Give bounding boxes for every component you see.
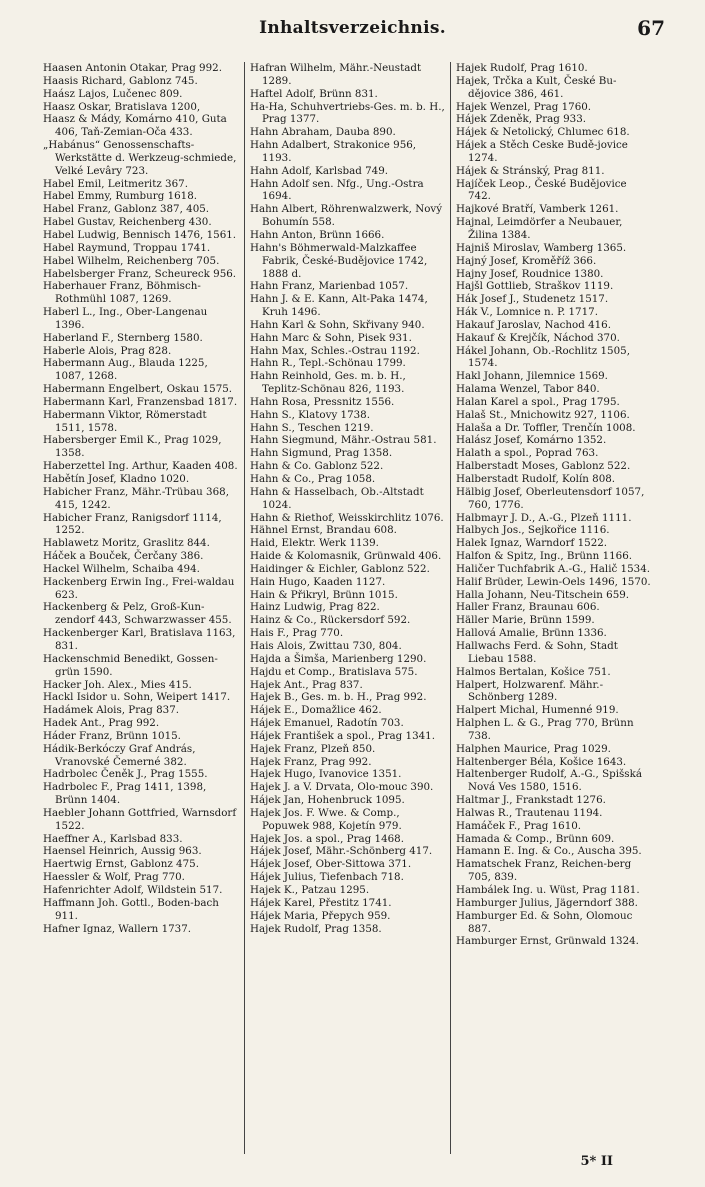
index-entry: Hackel Wilhelm, Schaiba 494. bbox=[43, 562, 200, 575]
index-entry: Halphen L. & G., Prag 770, Brünn 738. bbox=[456, 717, 634, 742]
index-entry: Halaša a Dr. Toffler, Trenčín 1008. bbox=[456, 421, 636, 434]
index-entry: Hallwachs Ferd. & Sohn, Stadt Liebau 1588. bbox=[456, 639, 618, 665]
index-entry: Hájek Karel, Přestitz 1741. bbox=[250, 896, 392, 909]
index-entry: Halath a spol., Poprad 763. bbox=[456, 447, 599, 460]
index-entry: Halphen Maurice, Prag 1029. bbox=[456, 742, 611, 755]
index-entry: Habel Emil, Leitmeritz 367. bbox=[43, 177, 188, 190]
index-entry: Hahn & Co. Gablonz 522. bbox=[250, 460, 384, 473]
index-entry: Hákel Johann, Ob.-Rochlitz 1505, 1574. bbox=[456, 344, 630, 370]
index-entry: Hahn R., Tepl.-Schönau 1799. bbox=[250, 357, 406, 370]
index-entry: Hájek Zdeněk, Prag 933. bbox=[456, 113, 587, 126]
index-entry: Hadek Ant., Prag 992. bbox=[43, 717, 160, 730]
index-entry: Habersberger Emil K., Prag 1029, 1358. bbox=[43, 434, 222, 460]
index-entry: Haberland F., Sternberg 1580. bbox=[43, 331, 203, 344]
index-entry: Hahn Reinhold, Ges. m. b. H., Teplitz-Schönau 826, 1193. bbox=[250, 370, 406, 396]
index-entry: Hahn's Böhmerwald-Malzkaffee Fabrik, České-Budějovice 1742, 1888 d. bbox=[250, 241, 428, 280]
index-entry: Halberstadt Moses, Gablonz 522. bbox=[456, 460, 631, 473]
printer-signature: 5* II bbox=[580, 1154, 613, 1169]
index-entry: Haebler Johann Gottfried, Warnsdorf 1522. bbox=[43, 806, 237, 832]
index-entry: Hajek Hugo, Ivanovice 1351. bbox=[250, 768, 402, 781]
index-entry: Hadrbolec Čeněk J., Prag 1555. bbox=[43, 768, 208, 781]
index-entry: Halpert, Holzwarenf. Mähr.-Schönberg 1289. bbox=[456, 678, 604, 704]
index-entry: Hain Hugo, Kaaden 1127. bbox=[250, 575, 386, 588]
index-entry: Hajek J. a V. Drvata, Olo-mouc 390. bbox=[250, 781, 434, 794]
index-entry: Hahn Sigmund, Prag 1358. bbox=[250, 447, 393, 460]
index-entry: Háček a Bouček, Čerčany 386. bbox=[43, 550, 204, 563]
index-entry: Hajny Josef, Roudnice 1380. bbox=[456, 267, 604, 280]
index-entry: Hahn Adolf, Karlsbad 749. bbox=[250, 164, 389, 177]
index-entry: Haertwig Ernst, Gablonz 475. bbox=[43, 858, 199, 871]
index-entry: Hadrbolec F., Prag 1411, 1398, Brünn 1404. bbox=[43, 781, 207, 807]
index-entry: Hahn Albert, Röhrenwalzwerk, Nový Bohumín 558. bbox=[250, 203, 443, 229]
index-entry: Habermann Aug., Blauda 1225, 1087, 1268. bbox=[43, 357, 208, 383]
index-entry: Hajkové Bratří, Vamberk 1261. bbox=[456, 203, 619, 216]
index-entry: Hajek B., Ges. m. b. H., Prag 992. bbox=[250, 691, 427, 704]
index-entry: Hádik-Berkóczy Graf András, Vranovské Čemerné 382. bbox=[43, 742, 196, 768]
index-entry: Hájek Josef, Ober-Sittowa 371. bbox=[250, 858, 412, 871]
index-entry: Hájek & Netolický, Chlumec 618. bbox=[456, 126, 630, 139]
index-entry: Haide & Kolomasnik, Grünwald 406. bbox=[250, 550, 442, 563]
index-entry: Hajek Jos. a spol., Prag 1468. bbox=[250, 832, 405, 845]
index-entry: „Habánus“ Genossenschafts-Werkstätte d. Werkzeug-schmiede, Velké Levâry 723. bbox=[43, 139, 237, 177]
index-entry: Hajíček Leop., České Budějovice 742. bbox=[456, 177, 627, 203]
index-entry: Hahn Adolf sen. Nfg., Ung.-Ostra 1694. bbox=[250, 177, 424, 203]
index-entry: Hackl Isidor u. Sohn, Weipert 1417. bbox=[43, 691, 231, 704]
index-entry: Haberl L., Ing., Ober-Langenau 1396. bbox=[43, 306, 208, 331]
index-entry: Hák Josef J., Studenetz 1517. bbox=[456, 293, 609, 306]
index-entry: Hallová Amalie, Brünn 1336. bbox=[456, 627, 607, 640]
index-entry: Hajda a Šimša, Marienberg 1290. bbox=[250, 652, 427, 665]
index-entry: Habermann Karl, Franzensbad 1817. bbox=[43, 395, 238, 408]
index-entry: Haid, Elektr. Werk 1139. bbox=[250, 537, 379, 550]
index-entry: Habelsberger Franz, Scheureck 956. bbox=[43, 267, 237, 280]
index-entry: Hafner Ignaz, Wallern 1737. bbox=[43, 922, 192, 935]
index-entry: Hahn & Riethof, Weisskirchlitz 1076. bbox=[250, 511, 444, 524]
index-entry: Hamburger Ed. & Sohn, Olomouc 887. bbox=[456, 909, 633, 935]
index-entry: Haász Lajos, Lučenec 809. bbox=[43, 87, 183, 100]
index-entry: Hamburger Ernst, Grünwald 1324. bbox=[456, 935, 639, 948]
index-entry: Hajek Franz, Plzeň 850. bbox=[250, 742, 376, 755]
index-entry: Haberhauer Franz, Böhmisch-Rothmühl 1087, 1269. bbox=[43, 280, 201, 306]
index-entry: Hablawetz Moritz, Graslitz 844. bbox=[43, 537, 210, 550]
index-entry: Hafran Wilhelm, Mähr.-Neustadt 1289. bbox=[250, 62, 422, 87]
index-entry: Halfon & Spitz, Ing., Brünn 1166. bbox=[456, 550, 633, 563]
index-entry: Haffmann Joh. Gottl., Boden-bach 911. bbox=[43, 896, 219, 922]
index-entry: Haidinger & Eichler, Gablonz 522. bbox=[250, 562, 430, 575]
index-entry: Haltmar J., Frankstadt 1276. bbox=[456, 794, 606, 807]
index-entry: Hahn Rosa, Pressnitz 1556. bbox=[250, 395, 395, 408]
index-entry: Hambálek Ing. u. Wüst, Prag 1181. bbox=[456, 884, 640, 896]
index-entry: Hakl Johann, Jilemnice 1569. bbox=[456, 370, 608, 383]
index-entry: Hájek & Stránský, Prag 811. bbox=[456, 164, 605, 177]
index-entry: Hájek E., Domažlice 462. bbox=[250, 704, 382, 717]
index-entry: Habicher Franz, Mähr.-Trübau 368, 415, 1242. bbox=[43, 485, 229, 511]
index-entry: Haltenberger Rudolf, A.-G., Spišská Nová Ves 1580, 1516. bbox=[456, 768, 642, 794]
index-column-3 bbox=[450, 62, 656, 1154]
index-entry: Haasen Antonin Otakar, Prag 992. bbox=[43, 62, 222, 74]
index-entry: Hahn Marc & Sohn, Pisek 931. bbox=[250, 331, 412, 344]
page-title: Inhaltsverzeichnis. bbox=[259, 18, 446, 38]
index-entry: Hain & Přikryl, Brünn 1015. bbox=[250, 588, 398, 601]
index-entry: Hahn S., Teschen 1219. bbox=[250, 421, 374, 434]
index-entry: Habel Ludwig, Bennisch 1476, 1561. bbox=[43, 228, 237, 241]
index-entry: Hahn J. & E. Kann, Alt-Paka 1474, Kruh 1496. bbox=[250, 293, 428, 319]
index-entry: Hajnal, Leimdörfer a Neubauer, Žilina 1384. bbox=[456, 216, 623, 241]
index-entry: Haessler & Wolf, Prag 770. bbox=[43, 871, 185, 884]
index-entry: Halász Josef, Komárno 1352. bbox=[456, 434, 607, 447]
index-entry: Hajek Jos. F. Wwe. & Comp., Popuwek 988, Kojetín 979. bbox=[250, 806, 402, 832]
index-column-1 bbox=[38, 62, 244, 1154]
index-entry: Haberzettel Ing. Arthur, Kaaden 408. bbox=[43, 460, 238, 473]
index-entry: Hahn Karl & Sohn, Skřivany 940. bbox=[250, 318, 425, 331]
index-entry: Hajný Josef, Kroměříž 366. bbox=[456, 254, 597, 267]
index-entry: Hájek a Stěch Ceske Budě-jovice 1274. bbox=[456, 139, 628, 164]
index-entry: Hackenberg Erwin Ing., Frei-waldau 623. bbox=[43, 575, 235, 601]
index-entry: Habermann Engelbert, Oskau 1575. bbox=[43, 383, 233, 396]
index-entry: Hahn Anton, Brünn 1666. bbox=[250, 228, 385, 241]
index-entry: Hamburger Julius, Jägerndorf 388. bbox=[456, 896, 638, 909]
index-entry: Ha-Ha, Schuhvertriebs-Ges. m. b. H., Prag 1377. bbox=[250, 100, 445, 126]
index-entry: Hajek Franz, Prag 992. bbox=[250, 755, 372, 768]
index-entry: Hamada & Comp., Brünn 609. bbox=[456, 832, 615, 845]
index-entry: Hais Alois, Zwittau 730, 804. bbox=[250, 639, 402, 652]
index-entry: Hahn Franz, Marienbad 1057. bbox=[250, 280, 409, 293]
index-entry: Hájek Jan, Hohenbruck 1095. bbox=[250, 794, 405, 807]
index-entry: Halberstadt Rudolf, Kolín 808. bbox=[456, 473, 616, 485]
index-entry: Habermann Viktor, Römerstadt 1511, 1578. bbox=[43, 408, 207, 434]
index-entry: Halif Brüder, Lewin-Oels 1496, 1570. bbox=[456, 575, 651, 588]
index-entry: Hälbig Josef, Oberleutensdorf 1057, 760, 1776. bbox=[456, 485, 645, 511]
index-entry: Hackenberg & Pelz, Groß-Kun-zendorf 443, Schwarzwasser 455. bbox=[43, 601, 232, 627]
index-entry: Hainz & Co., Rückersdorf 592. bbox=[250, 614, 411, 627]
index-entry: Hafenrichter Adolf, Wildstein 517. bbox=[43, 884, 223, 896]
index-entry: Hadámek Alois, Prag 837. bbox=[43, 704, 180, 717]
index-entry: Hájek František a spol., Prag 1341. bbox=[250, 729, 436, 742]
index-entry: Hajek K., Patzau 1295. bbox=[250, 884, 370, 896]
index-column-2 bbox=[244, 62, 450, 1154]
index-entry: Habel Emmy, Rumburg 1618. bbox=[43, 190, 198, 203]
index-entry: Halaš St., Mnichowitz 927, 1106. bbox=[456, 408, 630, 421]
index-entry: Hamatschek Franz, Reichen-berg 705, 839. bbox=[456, 858, 632, 884]
index-entry: Haensel Heinrich, Aussig 963. bbox=[43, 845, 202, 858]
index-entry: Hahn S., Klatovy 1738. bbox=[250, 408, 371, 421]
index-entry: Haasis Richard, Gablonz 745. bbox=[43, 74, 198, 87]
index-entry: Hacker Joh. Alex., Mies 415. bbox=[43, 678, 192, 691]
index-entry: Halek Ignaz, Warndorf 1522. bbox=[456, 537, 608, 550]
index-entry: Háder Franz, Brünn 1015. bbox=[43, 729, 181, 742]
index-entry: Hakauf Jaroslav, Nachod 416. bbox=[456, 318, 611, 331]
index-entry: Hajšl Gottlieb, Straškov 1119. bbox=[456, 280, 614, 293]
index-entry: Hahn Max, Schles.-Ostrau 1192. bbox=[250, 344, 420, 357]
index-entry: Haasz Oskar, Bratislava 1200, bbox=[43, 100, 201, 113]
index-entry: Haberle Alois, Prag 828. bbox=[43, 344, 172, 357]
index-entry: Hajek Wenzel, Prag 1760. bbox=[456, 100, 592, 113]
index-columns bbox=[38, 62, 668, 1154]
index-entry: Haasz & Mády, Komárno 410, Guta 406, Taň-Zemian-Oča 433. bbox=[43, 113, 227, 139]
index-entry: Hajdu et Comp., Bratislava 575. bbox=[250, 665, 418, 678]
index-entry: Halan Karel a spol., Prag 1795. bbox=[456, 395, 620, 408]
index-entry: Hahn Abraham, Dauba 890. bbox=[250, 126, 396, 139]
index-entry: Haličer Tuchfabrik A.-G., Halič 1534. bbox=[456, 562, 651, 575]
index-entry: Halwas R., Trautenau 1194. bbox=[456, 806, 603, 819]
index-entry: Halmos Bertalan, Košice 751. bbox=[456, 665, 611, 678]
index-entry: Hahn Adalbert, Strakonice 956, 1193. bbox=[250, 139, 417, 164]
index-entry: Haltenberger Béla, Košice 1643. bbox=[456, 755, 627, 768]
index-entry: Haeffner A., Karlsbad 833. bbox=[43, 832, 183, 845]
page-header bbox=[0, 14, 705, 44]
index-entry: Hájek Julius, Tiefenbach 718. bbox=[250, 871, 404, 884]
index-entry: Hackenschmid Benedikt, Gossen-grün 1590. bbox=[43, 652, 218, 678]
page-number: 67 bbox=[637, 16, 665, 40]
index-entry: Hähnel Ernst, Brandau 608. bbox=[250, 524, 397, 537]
index-entry: Haftel Adolf, Brünn 831. bbox=[250, 87, 378, 100]
index-entry: Hamann E. Ing. & Co., Auscha 395. bbox=[456, 845, 642, 858]
index-entry: Hák V., Lomnice n. P. 1717. bbox=[456, 306, 598, 319]
index-entry: Habel Gustav, Reichenberg 430. bbox=[43, 216, 212, 229]
index-entry: Habicher Franz, Ranigsdorf 1114, 1252. bbox=[43, 511, 222, 537]
index-entry: Häller Marie, Brünn 1599. bbox=[456, 614, 595, 627]
index-entry: Hahn Siegmund, Mähr.-Ostrau 581. bbox=[250, 434, 437, 447]
index-entry: Hamáček F., Prag 1610. bbox=[456, 819, 582, 832]
index-entry: Hájek Josef, Mähr.-Schönberg 417. bbox=[250, 845, 433, 858]
index-entry: Halpert Michal, Humenné 919. bbox=[456, 704, 619, 717]
index-entry: Hahn & Hasselbach, Ob.-Altstadt 1024. bbox=[250, 485, 424, 511]
index-entry: Hájek Emanuel, Radotín 703. bbox=[250, 717, 404, 730]
index-entry: Haller Franz, Braunau 606. bbox=[456, 601, 600, 614]
index-entry: Halbmayr J. D., A.-G., Plzeň 1111. bbox=[456, 511, 632, 524]
index-entry: Hajek Ant., Prag 837. bbox=[250, 678, 363, 691]
index-entry: Habel Raymund, Troppau 1741. bbox=[43, 241, 211, 254]
index-entry: Halla Johann, Neu-Titschein 659. bbox=[456, 588, 630, 601]
index-entry: Hajek, Trčka a Kult, České Bu-dějovice 386, 461. bbox=[456, 74, 617, 100]
index-entry: Habel Franz, Gablonz 387, 405. bbox=[43, 203, 210, 216]
index-entry: Hajek Rudolf, Prag 1358. bbox=[250, 922, 382, 935]
index-entry: Hackenberger Karl, Bratislava 1163, 831. bbox=[43, 627, 236, 652]
index-entry: Halbych Jos., Sejkořice 1116. bbox=[456, 524, 610, 537]
index-entry: Habětín Josef, Kladno 1020. bbox=[43, 473, 190, 485]
index-entry: Hainz Ludwig, Prag 822. bbox=[250, 601, 380, 614]
index-entry: Halama Wenzel, Tabor 840. bbox=[456, 383, 600, 396]
index-entry: Habel Wilhelm, Reichenberg 705. bbox=[43, 254, 220, 267]
index-entry: Hahn & Co., Prag 1058. bbox=[250, 473, 376, 485]
index-entry: Hajniš Miroslav, Wamberg 1365. bbox=[456, 241, 627, 254]
index-entry: Hajek Rudolf, Prag 1610. bbox=[456, 62, 588, 74]
index-entry: Hájek Maria, Přepych 959. bbox=[250, 909, 391, 922]
index-entry: Hais F., Prag 770. bbox=[250, 627, 344, 640]
index-entry: Hakauf & Krejčík, Náchod 370. bbox=[456, 331, 620, 344]
